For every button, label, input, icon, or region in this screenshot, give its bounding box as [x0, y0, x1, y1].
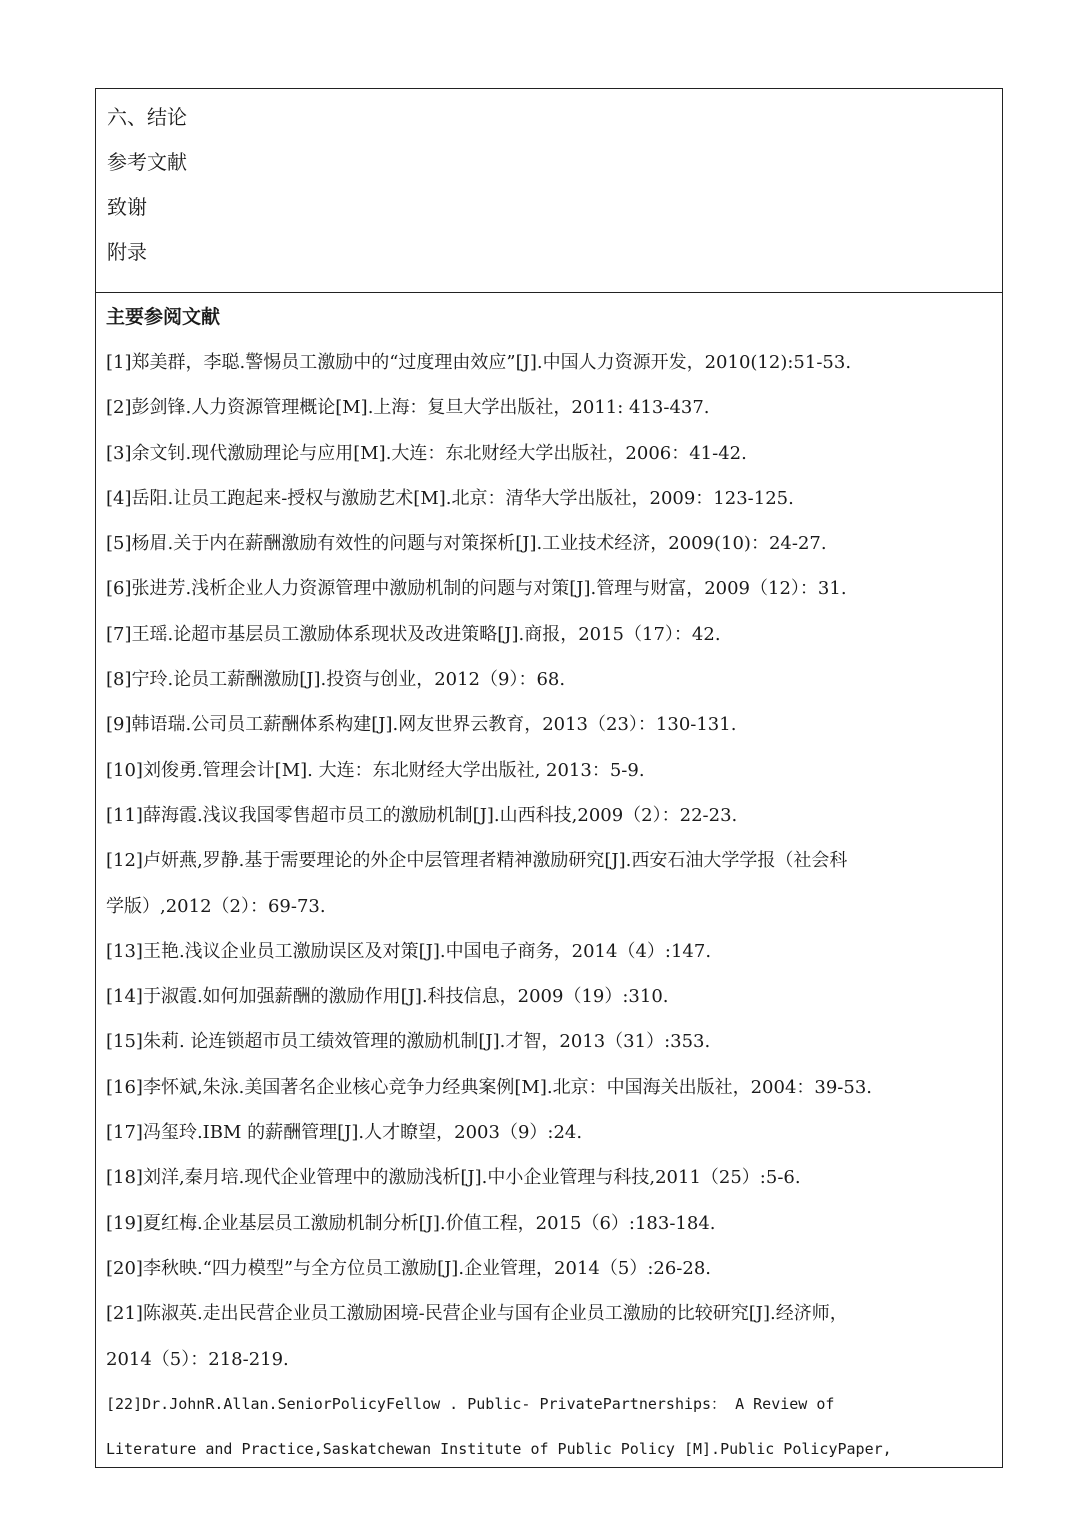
reference-line: 学版）,2012（2）：69-73.	[106, 895, 326, 917]
reference-line: [15]朱莉. 论连锁超市员工绩效管理的激励机制[J].才智，2013（31）:353.	[106, 1031, 711, 1053]
reference-line: [6]张进芳.浅析企业人力资源管理中激励机制的问题与对策[J].管理与财富，2009（12）：31.	[106, 578, 847, 600]
outline-item-acknowledgement: 致谢	[107, 195, 147, 219]
references-heading: 主要参阅文献	[106, 306, 221, 328]
reference-line: [9]韩语瑞.公司员工薪酬体系构建[J].网友世界云教育，2013（23）：130-131.	[106, 714, 737, 736]
outline-item-references: 参考文献	[107, 150, 187, 174]
reference-line: [3]余文钊.现代激励理论与应用[M].大连：东北财经大学出版社，2006：41-42.	[106, 442, 747, 464]
reference-line: [4]岳阳.让员工跑起来-授权与激励艺术[M].北京：清华大学出版社，2009：123-125.	[106, 487, 794, 509]
outline-cell	[96, 89, 1002, 293]
references-cell	[96, 293, 1002, 1467]
reference-line: [11]薛海霞.浅议我国零售超市员工的激励机制[J].山西科技,2009（2）：22-23.	[106, 804, 738, 826]
reference-line: Literature and Practice,Saskatchewan Institute of Public Policy [M].Public PolicyPaper,	[106, 1440, 892, 1459]
reference-line: [13]王艳.浅议企业员工激励误区及对策[J].中国电子商务，2014（4）:147.	[106, 940, 712, 962]
reference-line: [2]彭剑锋.人力资源管理概论[M].上海：复旦大学出版社，2011: 413-437.	[106, 397, 710, 419]
reference-line: [19]夏红梅.企业基层员工激励机制分析[J].价值工程，2015（6）:183-184.	[106, 1212, 716, 1234]
reference-line: 2014（5）：218-219.	[106, 1348, 289, 1370]
reference-line: [8]宁玲.论员工薪酬激励[J].投资与创业，2012（9）：68.	[106, 669, 566, 691]
reference-line: [7]王瑶.论超市基层员工激励体系现状及改进策略[J].商报，2015（17）：42.	[106, 623, 721, 645]
reference-line: [17]冯玺玲.IBM 的薪酬管理[J].人才瞭望，2003（9）:24.	[106, 1122, 583, 1144]
reference-line: [5]杨眉.关于内在薪酬激励有效性的问题与对策探析[J].工业技术经济，2009(10)：24-27.	[106, 533, 827, 555]
reference-line: [20]李秋映.“四力模型”与全方位员工激励[J].企业管理，2014（5）:26-28.	[106, 1257, 711, 1279]
reference-line: [22]Dr.JohnR.Allan.SeniorPolicyFellow . Public- PrivatePartnerships： A Review of	[106, 1394, 835, 1413]
reference-line: [12]卢妍燕,罗静.基于需要理论的外企中层管理者精神激励研究[J].西安石油大学学报（社会科	[106, 850, 848, 872]
reference-line: [18]刘洋,秦月培.现代企业管理中的激励浅析[J].中小企业管理与科技,2011（25）:5-6.	[106, 1167, 801, 1189]
reference-line: [14]于淑霞.如何加强薪酬的激励作用[J].科技信息，2009（19）:310.	[106, 986, 669, 1008]
reference-line: [21]陈淑英.走出民营企业员工激励困境-民营企业与国有企业员工激励的比较研究[J].经济师，	[106, 1303, 848, 1325]
reference-line: [16]李怀斌,朱泳.美国著名企业核心竞争力经典案例[M].北京：中国海关出版社，2004：39-53.	[106, 1076, 873, 1098]
outline-item-conclusion: 六、结论	[107, 105, 187, 129]
reference-table	[95, 88, 1003, 1468]
reference-line: [1]郑美群，李聪.警惕员工激励中的“过度理由效应”[J].中国人力资源开发，2010(12):51-53.	[106, 352, 852, 373]
reference-line: [10]刘俊勇.管理会计[M]. 大连：东北财经大学出版社, 2013：5-9.	[106, 759, 645, 781]
outline-item-appendix: 附录	[107, 240, 147, 264]
